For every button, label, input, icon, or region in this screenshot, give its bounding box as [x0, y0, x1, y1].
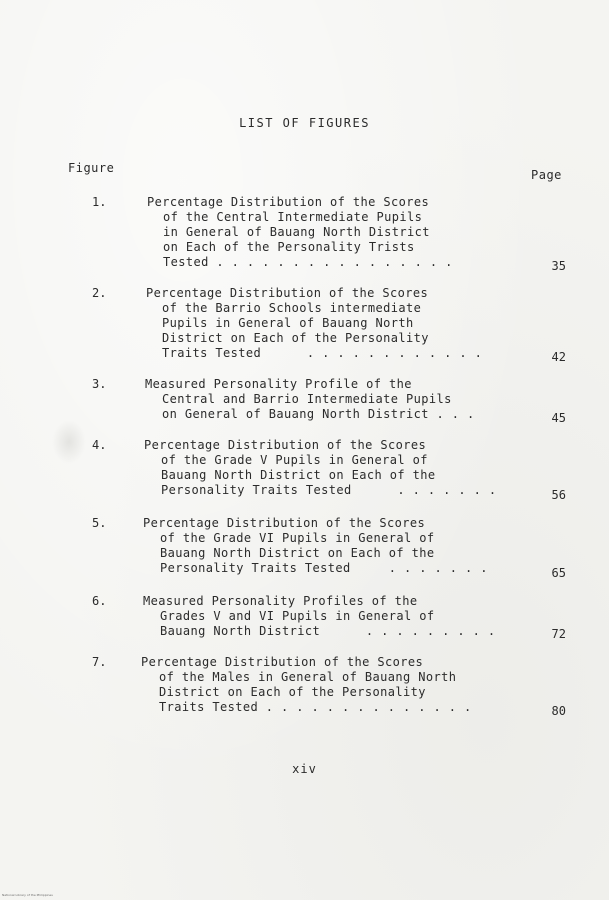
entry-line: in General of Bauang North District [163, 225, 430, 239]
figure-number: 6. [92, 594, 107, 608]
entry-line: of the Grade V Pupils in General of [161, 453, 428, 467]
entry-line: on Each of the Personality Trists [163, 240, 415, 254]
figure-column-header: Figure [68, 161, 115, 175]
page-number: 56 [551, 488, 566, 502]
entry-line: of the Barrio Schools intermediate [162, 301, 422, 315]
entry-line: Traits Tested . . . . . . . . . . . . . . [159, 700, 472, 714]
entry-line: Tested . . . . . . . . . . . . . . . . [163, 255, 453, 269]
page-number: 80 [551, 704, 566, 718]
figure-number: 5. [92, 516, 107, 530]
entry-line: Percentage Distribution of the Scores [144, 438, 427, 452]
entry-line: Traits Tested . . . . . . . . . . . . [162, 346, 483, 360]
page-number: 42 [551, 350, 566, 364]
page-number: 35 [551, 259, 566, 273]
entry-line: Measured Personality Profile of the [145, 377, 412, 391]
figure-number: 1. [92, 195, 107, 209]
page-column-header: Page [531, 168, 562, 182]
entry-line: Bauang North District on Each of the [160, 546, 435, 560]
entry-line: District on Each of the Personality [162, 331, 429, 345]
entry-line: of the Grade VI Pupils in General of [160, 531, 435, 545]
entry-line: District on Each of the Personality [159, 685, 426, 699]
entry-line: on General of Bauang North District . . . [162, 407, 475, 421]
figure-number: 2. [92, 286, 107, 300]
entry-line: Bauang North District . . . . . . . . . [160, 624, 496, 638]
page-folio: xiv [292, 762, 317, 776]
smudge-mark [52, 420, 86, 464]
entry-line: Percentage Distribution of the Scores [146, 286, 429, 300]
entry-line: Grades V and VI Pupils in General of [160, 609, 435, 623]
entry-line: of the Males in General of Bauang North [159, 670, 457, 684]
entry-line: Personality Traits Tested . . . . . . . [161, 483, 497, 497]
figure-number: 7. [92, 655, 107, 669]
entry-line: Percentage Distribution of the Scores [147, 195, 430, 209]
entry-line: Measured Personality Profiles of the [143, 594, 418, 608]
entry-line: Central and Barrio Intermediate Pupils [162, 392, 452, 406]
figure-number: 4. [92, 438, 107, 452]
entry-line: Percentage Distribution of the Scores [141, 655, 424, 669]
page-number: 72 [551, 627, 566, 641]
entry-line: of the Central Intermediate Pupils [163, 210, 423, 224]
scan-footer: National Library of the Philippines [2, 893, 53, 897]
page-number: 65 [551, 566, 566, 580]
figure-number: 3. [92, 377, 107, 391]
entry-line: Percentage Distribution of the Scores [143, 516, 426, 530]
page-number: 45 [551, 411, 566, 425]
page-title: LIST OF FIGURES [239, 116, 370, 130]
entry-line: Bauang North District on Each of the [161, 468, 436, 482]
entry-line: Pupils in General of Bauang North [162, 316, 414, 330]
entry-line: Personality Traits Tested . . . . . . . [160, 561, 488, 575]
